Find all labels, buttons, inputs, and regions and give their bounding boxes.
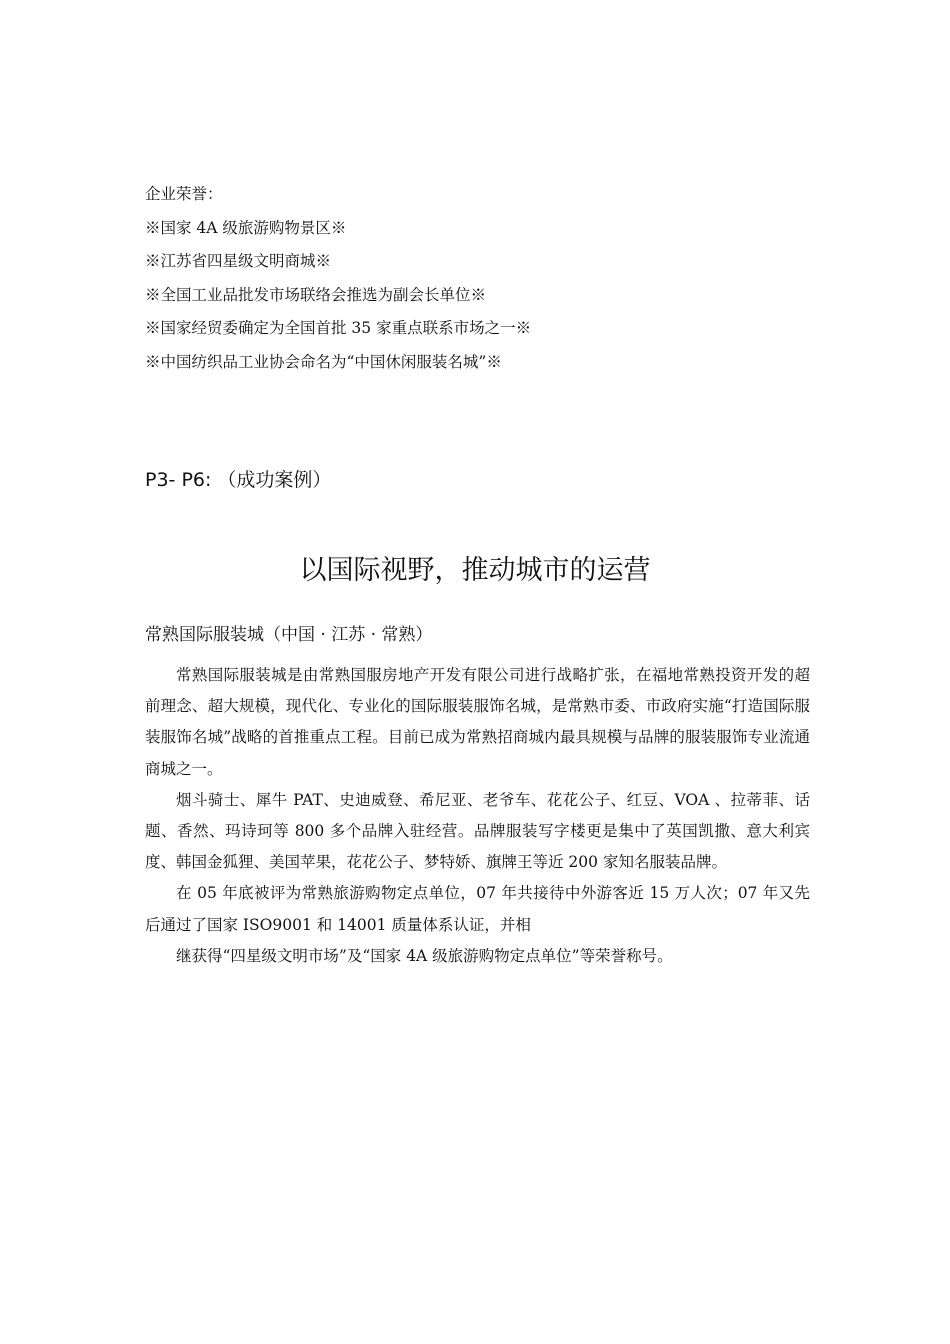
body-paragraph: 继获得“四星级文明市场”及“国家 4A 级旅游购物定点单位”等荣誉称号。 [176, 946, 673, 965]
body-paragraph: 烟斗骑士、犀牛 PAT、史迪威登、希尼亚、老爷车、花花公子、红豆、VOA 、拉蒂菲、话题、香然、玛诗珂等 800 多个品牌入驻经营。品牌服装写字楼更是集中了英国凯撒、意大利宾度、韩国金狐狸、美国苹果，花花公子、梦特娇、旗牌王等近 200 家知名服装品牌。 [145, 790, 810, 872]
honor-item: ※国家经贸委确定为全国首批 35 家重点联系市场之一※ [145, 319, 532, 337]
honors-title: 企业荣誉： [145, 185, 223, 203]
body-paragraph: 在 05 年底被评为常熟旅游购物定点单位，07 年共接待中外游客近 15 万人次；07 年又先后通过了国家 ISO9001 和 14001 质量体系认证，并相 [145, 884, 810, 934]
honor-item: ※全国工业品批发市场联络会推选为副会长单位※ [145, 285, 487, 304]
honor-item: ※国家 4A 级旅游购物景区※ [145, 218, 347, 237]
case-subtitle: 常熟国际服装城（中国 · 江苏 · 常熟） [145, 625, 433, 645]
page-title: 以国际视野，推动城市的运营 [299, 555, 651, 586]
honor-item: ※江苏省四星级文明商城※ [145, 252, 332, 270]
case-body [145, 660, 810, 972]
body-paragraph: 常熟国际服装城是由常熟国服房地产开发有限公司进行战略扩张，在福地常熟投资开发的超前理念、超大规模，现代化、专业化的国际服装服饰名城，是常熟市委、市政府实施“打造国际服装服饰名城”战略的首推重点工程。目前已成为常熟招商城内最具规模与品牌的服装服饰专业流通商城之一。 [145, 666, 810, 778]
honor-item: ※中国纺织品工业协会命名为“中国休闲服装名城”※ [145, 352, 502, 371]
section-label: P3- P6: （成功案例） [145, 469, 332, 491]
honors-section [145, 178, 805, 379]
